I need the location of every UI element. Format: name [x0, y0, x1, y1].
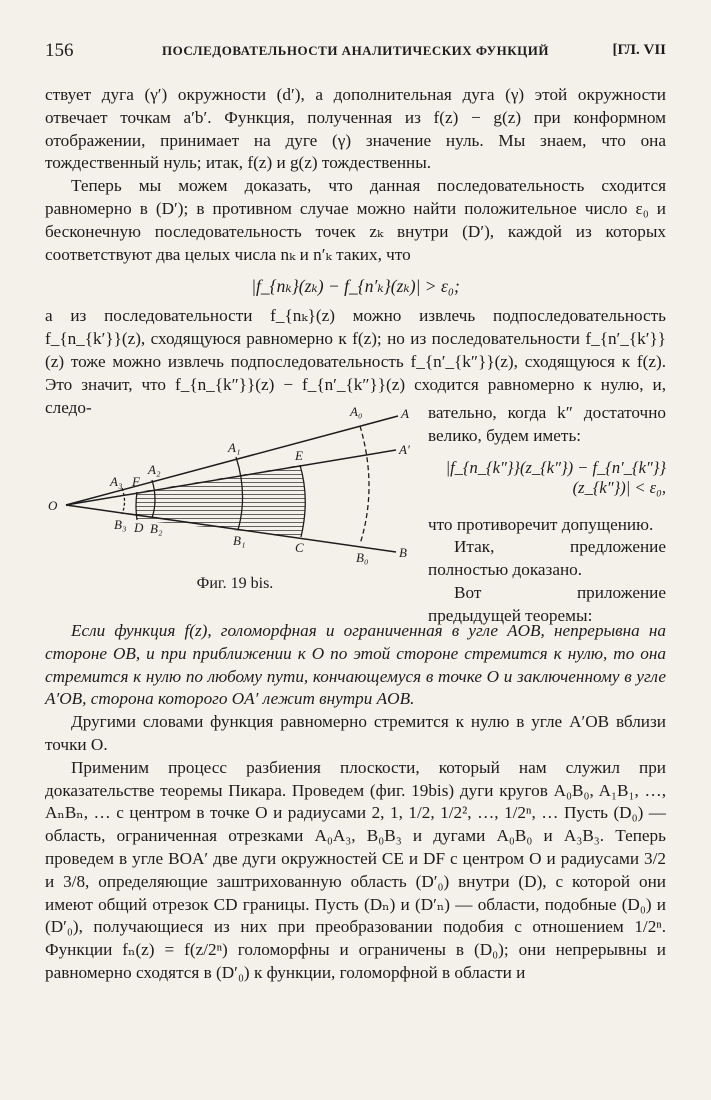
running-title: ПОСЛЕДОВАТЕЛЬНОСТИ АНАЛИТИЧЕСКИХ ФУНКЦИЙ [161, 43, 550, 58]
label-B0: B₀ [356, 550, 369, 565]
text-right-column [428, 402, 666, 628]
page-number: 156 [45, 40, 74, 61]
label-B3: B₃ [114, 517, 127, 532]
text-bottom [45, 620, 666, 985]
paragraph-5: Применим процесс разбиения плоскости, который нам служил при доказательстве теоремы Пикара. Проведем (фиг. 19bis) дуги кругов A₀B₀, A₁B₁, …, AₙBₙ, … с центром в точке O и радиусами 2, 1, 1/2, 1/2², …, 1/2ⁿ, … Пусть (D₀) — область, ограниченная отрезками A₀A₃, B₀B₃ и дугами A₀B₀ и A₃B₃. Теперь проведем в угле BOA′ две дуги окружностей CE и DF с центром O и радиусами 3/2 и 3/8, определяющие заштрихованную область (D′₀) внутри (D), с которой они имеют общий отрезок CD границы. Пусть (Dₙ) и (D′ₙ) — области, подобные (D₀) и (D′₀), получающиеся из них при преобразовании подобия с отношением 1/2ⁿ. Функции fₙ(z) = f(z/2ⁿ) голоморфны и ограничены в (D₀); они непрерывны и равномерно сходятся в (D′₀) к функции, голоморфной в области и [45, 757, 666, 982]
label-D: D [134, 520, 144, 535]
formula-2: |f_{n_{k″}}(z_{k″}) − f_{n′_{k″}}(z_{k″})| < ε₀, [445, 457, 666, 497]
label-F: F [132, 474, 140, 489]
arc-A3B3 [122, 488, 125, 514]
label-B: B [399, 545, 407, 560]
paragraph-2: Теперь мы можем доказать, что данная последовательность сходится равномерно в (D′); в противном случае можно найти положительное число ε₀ и бесконечную последовательность точек zₖ внутри (D′), каждой из которых соответствуют два целых числа nₖ и n′ₖ таких, что [45, 176, 666, 264]
paragraph-1: ствует дуга (γ′) окружности (d′), а дополнительная дуга (γ) этой окружности отвечает точкам a′b′. Функция, полученная из f(z) − g(z) при конформном отображении, принимает на дуге (γ) значение нуль. Мы знаем, что она тождественный нуль; итак, f(z) и g(z) тождественны. [45, 85, 666, 173]
paragraph-4: Другими словами функция равномерно стремится к нулю в угле A′OB вблизи точки O. [45, 712, 666, 754]
column-text-2: что противоречит допущению. [428, 514, 654, 534]
figure-caption: Фиг. 19 bis. [196, 575, 274, 592]
column-text-4: Вот приложение предыдущей теоремы: [428, 582, 666, 625]
figure-19bis [38, 402, 418, 567]
label-A: A [401, 406, 409, 421]
column-text-1: вательно, когда k″ достаточно велико, будем иметь: [428, 403, 666, 445]
arc-A0B0 [360, 426, 369, 544]
label-A1: A₁ [228, 440, 241, 455]
label-B1: B₁ [233, 533, 246, 548]
paragraph-3: а из последовательности f_{nₖ}(z) можно извлечь подпоследовательность f_{n_{k′}}(z), сходящуюся равномерно к f(z); но из последовательности f_{n′_{k′}}(z) тоже можно извлечь подпоследовательность f_{n′_{k″}}(z), сходящуюся к f(z). Это значит, что f_{n_{k″}}(z) − f_{n′_{k″}}(z) сходится равномерно к нулю, и, следо- [45, 306, 666, 417]
label-Aprime: A′ [399, 442, 410, 457]
running-header [45, 40, 666, 66]
label-A0: A₀ [350, 404, 363, 419]
label-A3: A₃ [110, 474, 123, 489]
label-A2: A₂ [148, 462, 161, 477]
label-C: C [295, 540, 304, 555]
label-O: O [48, 498, 58, 513]
text-top [45, 84, 666, 419]
column-text-3: Итак, предложение полностью доказано. [428, 537, 666, 580]
formula-1: |f_{nₖ}(zₖ) − f_{n′ₖ}(zₖ)| > ε₀; [251, 276, 460, 297]
label-B2: B₂ [150, 521, 163, 536]
label-E: E [295, 448, 303, 463]
chapter-label: [ГЛ. VII [612, 42, 666, 58]
theorem-statement: Если функция f(z), голоморфная и ограниченная в угле AOB, непрерывна на стороне OB, и при приближении к O по этой стороне стремится к нулю, то она стремится к нулю по любому пути, кончающемуся в точке O и заключенному в угле A′OB, сторона которого OA′ лежит внутри AOB. [45, 621, 666, 709]
